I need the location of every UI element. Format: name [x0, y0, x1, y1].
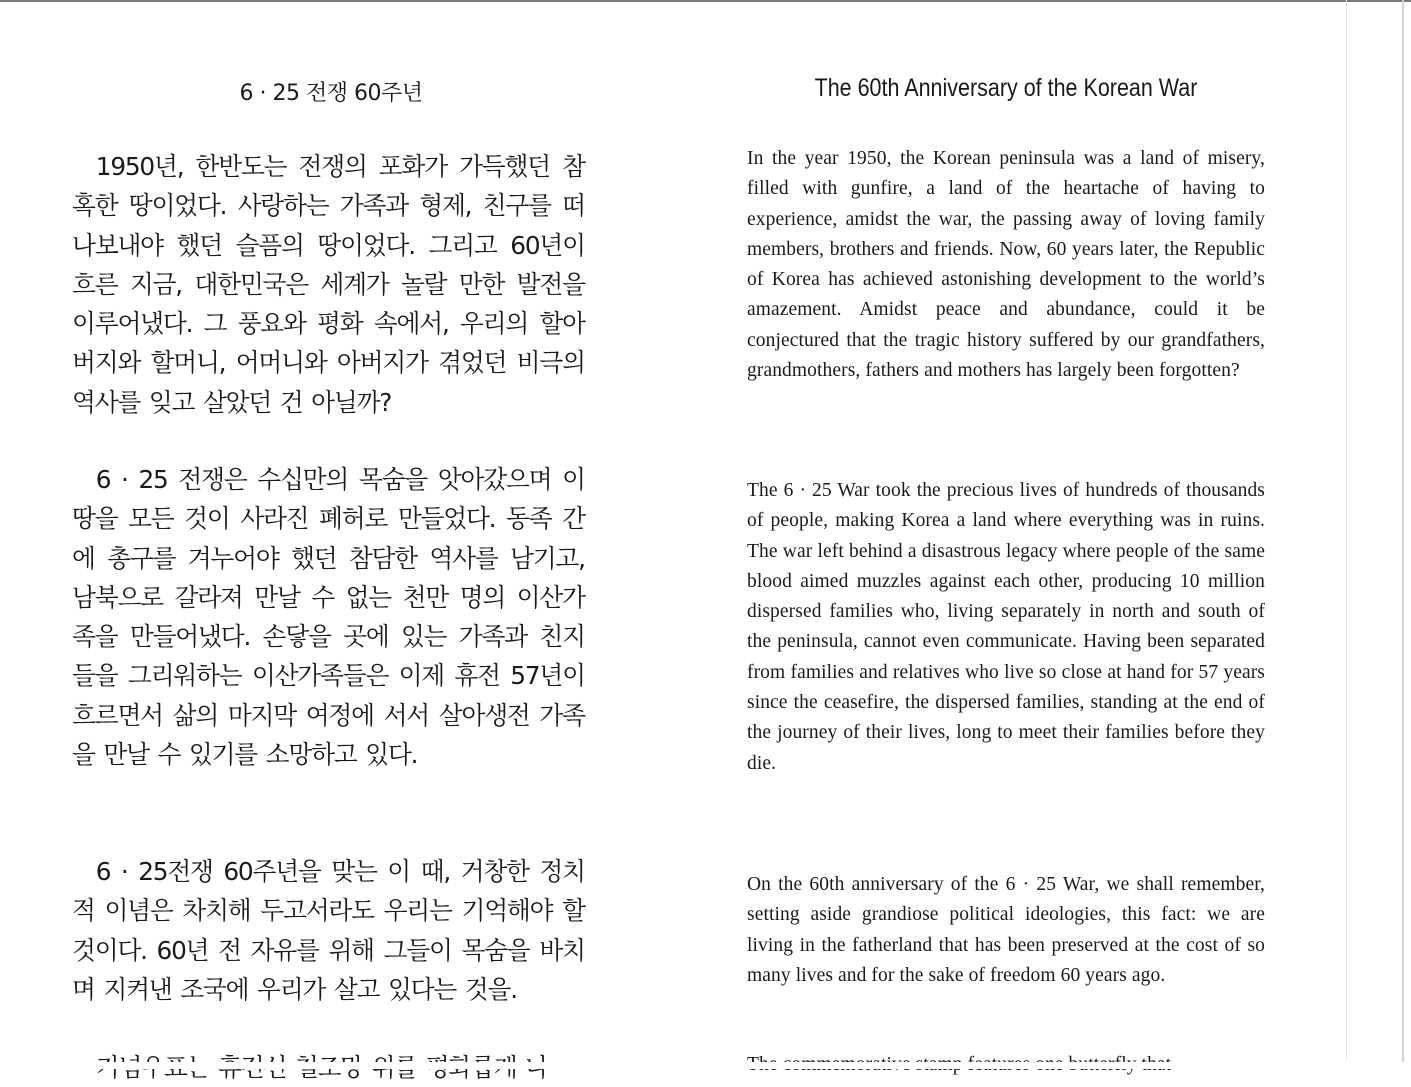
bottom-crop-edge: [0, 1062, 1411, 1069]
english-title: The 60th Anniversary of the Korean War: [814, 74, 1198, 102]
scan-edge-line: [1402, 0, 1404, 1069]
page-edge-line: [1346, 0, 1347, 1069]
english-paragraph-2: The 6 · 25 War took the precious lives of hundreds of thousands of people, making Korea a land where everything was in ruins. The war left behind a disastrous legacy where people of the same blood aimed muzzles against each other, producing 10 million dispersed families who, living separately in north and south of the peninsula, cannot even communicate. Having been separated from families and relatives who live so close at hand for 57 years since the ceasefire, the dispersed families, standing at the end of the journey of their lives, long to meet their families before they die.: [747, 480, 1265, 774]
korean-paragraph-2: 6 · 25 전쟁은 수십만의 목숨을 앗아갔으며 이 땅을 모든 것이 사라진 폐허로 만들었다. 동족 간에 총구를 겨누어야 했던 참담한 역사를 남기고, 남북으로 갈라져 만날 수 없는 천만 명의 이산가족을 만들어냈다. 손닿을 곳에 있는 가족과 친지들을 그리워하는 이산가족들은 이제 휴전 57년이 흐르면서 삶의 마지막 여정에 서서 살아생전 가족을 만날 수 있기를 소망하고 있다.: [72, 465, 585, 770]
korean-paragraph-3: 6 · 25전쟁 60주년을 맞는 이 때, 거창한 정치적 이념은 차치해 두고서라도 우리는 기억해야 할 것이다. 60년 전 자유를 위해 그들이 목숨을 바치며 지켜낸 조국에 우리가 살고 있다는 것을.: [72, 857, 585, 1004]
korean-title: 6 · 25 전쟁 60주년: [239, 81, 423, 106]
korean-column: [72, 0, 590, 1062]
english-column: [747, 0, 1265, 1062]
english-paragraph-1: In the year 1950, the Korean peninsula was a land of misery, filled with gunfire, a land of the heartache of having to experience, amidst the war, the passing away of loving family members, brothers and friends. Now, 60 years later, the Republic of Korea has achieved astonishing development to the world’s amazement. Amidst peace and abundance, could it be conjectured that the tragic history suffered by our grandfathers, grandmothers, fathers and mothers has largely been forgotten?: [747, 148, 1265, 382]
english-paragraph-3: On the 60th anniversary of the 6 · 25 War, we shall remember, setting aside grandiose political ideologies, this fact: we are living in the fatherland that has been preserved at the cost of so many lives and for the sake of freedom 60 years ago.: [747, 874, 1265, 986]
korean-paragraph-1: 1950년, 한반도는 전쟁의 포화가 가득했던 참혹한 땅이었다. 사랑하는 가족과 형제, 친구를 떠나보내야 했던 슬픔의 땅이었다. 그리고 60년이 흐른 지금, 대한민국은 세계가 놀랄 만한 발전을 이루어냈다. 그 풍요와 평화 속에서, 우리의 할아버지와 할머니, 어머니와 아버지가 겪었던 비극의 역사를 잊고 살았던 건 아닐까?: [72, 152, 585, 417]
